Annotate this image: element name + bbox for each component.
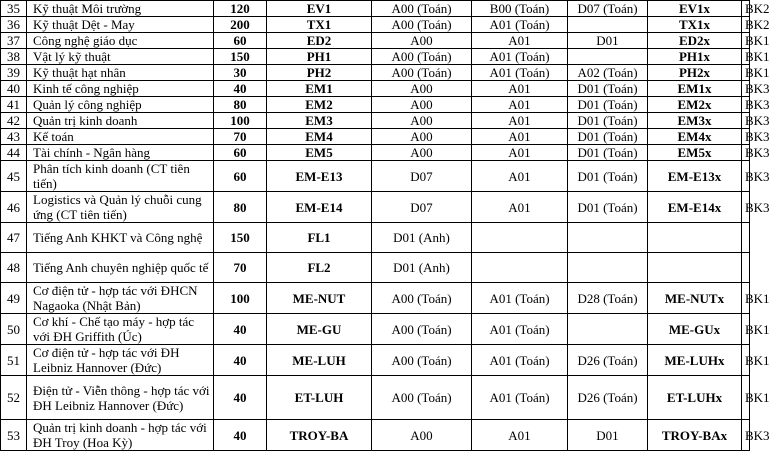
program-code: TROY-BA: [267, 420, 372, 451]
table-row: [1, 113, 750, 129]
subject-combo-1: D01 (Anh): [372, 223, 472, 253]
program-name: Quản lý công nghiệp: [27, 97, 214, 113]
table-row: [1, 376, 750, 420]
quota: 200: [214, 17, 267, 33]
subject-combo-3: D01 (Toán): [568, 161, 648, 192]
program-code: FL2: [267, 253, 372, 283]
program-name: Công nghệ giáo dục: [27, 33, 214, 49]
subject-combo-1: A00: [372, 145, 472, 161]
row-number: 36: [1, 17, 27, 33]
subject-combo-1: D07: [372, 161, 472, 192]
group-code: BK1: [742, 376, 750, 420]
quota: 40: [214, 314, 267, 345]
quota: 40: [214, 81, 267, 97]
subject-combo-1: A00 (Toán): [372, 283, 472, 314]
program-code: ED2: [267, 33, 372, 49]
subject-combo-2: A01: [472, 420, 568, 451]
program-code: PH2: [267, 65, 372, 81]
program-code-x: PH1x: [648, 49, 742, 65]
subject-combo-3: D01: [568, 33, 648, 49]
program-name: Quản trị kinh doanh - hợp tác với ĐH Troy (Hoa Kỳ): [27, 420, 214, 451]
group-code: BK3: [742, 161, 750, 192]
program-code-x: EM-E13x: [648, 161, 742, 192]
program-name: Cơ điện tử - hợp tác với ĐHCN Nagaoka (Nhật Bản): [27, 283, 214, 314]
program-code-x: EM3x: [648, 113, 742, 129]
program-name: Kinh tế công nghiệp: [27, 81, 214, 97]
quota: 100: [214, 113, 267, 129]
program-code-x: EM2x: [648, 97, 742, 113]
subject-combo-1: A00 (Toán): [372, 49, 472, 65]
program-name: Kỹ thuật Môi trường: [27, 1, 214, 17]
program-code: EM-E13: [267, 161, 372, 192]
program-name: Tài chính - Ngân hàng: [27, 145, 214, 161]
subject-combo-1: A00 (Toán): [372, 345, 472, 376]
group-code: BK3: [742, 81, 750, 97]
table-row: [1, 420, 750, 451]
subject-combo-3: [568, 17, 648, 33]
program-code: EV1: [267, 1, 372, 17]
subject-combo-3: D01 (Toán): [568, 192, 648, 223]
row-number: 45: [1, 161, 27, 192]
subject-combo-2: B00 (Toán): [472, 1, 568, 17]
program-code-x: ME-NUTx: [648, 283, 742, 314]
program-code-x: TROY-BAx: [648, 420, 742, 451]
program-code: EM3: [267, 113, 372, 129]
subject-combo-1: A00: [372, 113, 472, 129]
table-body: [1, 1, 770, 451]
subject-combo-3: [568, 49, 648, 65]
quota: 150: [214, 49, 267, 65]
subject-combo-3: D07 (Toán): [568, 1, 648, 17]
quota: 40: [214, 345, 267, 376]
quota: 60: [214, 161, 267, 192]
table-row: [1, 283, 750, 314]
row-number: 42: [1, 113, 27, 129]
group-code: BK3: [742, 192, 750, 223]
table-row: [1, 314, 750, 345]
quota: 40: [214, 420, 267, 451]
group-code: BK1: [742, 314, 750, 345]
group-code: BK2: [742, 1, 750, 17]
subject-combo-2: A01: [472, 161, 568, 192]
subject-combo-3: D26 (Toán): [568, 345, 648, 376]
row-number: 47: [1, 223, 27, 253]
subject-combo-2: A01: [472, 33, 568, 49]
subject-combo-3: [568, 253, 648, 283]
subject-combo-2: A01: [472, 113, 568, 129]
program-code: EM5: [267, 145, 372, 161]
quota: 40: [214, 376, 267, 420]
row-number: 50: [1, 314, 27, 345]
table-row: [1, 49, 750, 65]
program-code: EM4: [267, 129, 372, 145]
subject-combo-1: A00 (Toán): [372, 65, 472, 81]
quota: 30: [214, 65, 267, 81]
program-code-x: ET-LUHx: [648, 376, 742, 420]
program-name: Tiếng Anh KHKT và Công nghệ: [27, 223, 214, 253]
subject-combo-1: A00 (Toán): [372, 376, 472, 420]
subject-combo-3: D01 (Toán): [568, 97, 648, 113]
program-code-x: [648, 253, 742, 283]
program-code-x: EM4x: [648, 129, 742, 145]
program-code-x: EM-E14x: [648, 192, 742, 223]
program-code: EM2: [267, 97, 372, 113]
group-code: BK3: [742, 145, 750, 161]
program-name: Cơ điện tử - hợp tác với ĐH Leibniz Hannover (Đức): [27, 345, 214, 376]
table-row: [1, 223, 750, 253]
subject-combo-3: D26 (Toán): [568, 376, 648, 420]
subject-combo-3: D01 (Toán): [568, 145, 648, 161]
row-number: 48: [1, 253, 27, 283]
subject-combo-2: A01: [472, 192, 568, 223]
program-code: ME-GU: [267, 314, 372, 345]
subject-combo-3: D28 (Toán): [568, 283, 648, 314]
quota: 150: [214, 223, 267, 253]
group-code: BK3: [742, 129, 750, 145]
group-code: BK1: [742, 33, 750, 49]
row-number: 46: [1, 192, 27, 223]
subject-combo-1: D07: [372, 192, 472, 223]
table-row: [1, 192, 750, 223]
subject-combo-2: A01: [472, 145, 568, 161]
row-number: 37: [1, 33, 27, 49]
subject-combo-3: [568, 314, 648, 345]
subject-combo-1: A00: [372, 420, 472, 451]
subject-combo-3: D01: [568, 420, 648, 451]
group-code: BK1: [742, 283, 750, 314]
table-row: [1, 1, 750, 17]
quota: 70: [214, 129, 267, 145]
program-code: PH1: [267, 49, 372, 65]
program-name: Điện tử - Viễn thông - hợp tác với ĐH Leibniz Hannover (Đức): [27, 376, 214, 420]
program-name: Kế toán: [27, 129, 214, 145]
row-number: 38: [1, 49, 27, 65]
quota: 60: [214, 145, 267, 161]
program-code: ME-NUT: [267, 283, 372, 314]
row-number: 39: [1, 65, 27, 81]
program-code: EM-E14: [267, 192, 372, 223]
row-number: 52: [1, 376, 27, 420]
group-code: BK1: [742, 345, 750, 376]
subject-combo-2: A01: [472, 81, 568, 97]
subject-combo-2: A01 (Toán): [472, 345, 568, 376]
table-row: [1, 161, 750, 192]
group-code: BK3: [742, 113, 750, 129]
subject-combo-1: A00 (Toán): [372, 1, 472, 17]
group-code: [742, 223, 750, 253]
subject-combo-3: D01 (Toán): [568, 129, 648, 145]
table-row: [1, 33, 750, 49]
table-row: [1, 17, 750, 33]
program-name: Vật lý kỹ thuật: [27, 49, 214, 65]
program-name: Cơ khí - Chế tạo máy - hợp tác với ĐH Griffith (Úc): [27, 314, 214, 345]
program-name: Kỹ thuật Dệt - May: [27, 17, 214, 33]
program-name: Quản trị kinh doanh: [27, 113, 214, 129]
table-row: [1, 129, 750, 145]
subject-combo-1: A00: [372, 33, 472, 49]
program-code-x: ME-GUx: [648, 314, 742, 345]
subject-combo-2: A01 (Toán): [472, 49, 568, 65]
program-code-x: PH2x: [648, 65, 742, 81]
program-code: EM1: [267, 81, 372, 97]
row-number: 53: [1, 420, 27, 451]
row-number: 44: [1, 145, 27, 161]
subject-combo-3: D01 (Toán): [568, 113, 648, 129]
quota: 80: [214, 97, 267, 113]
table-row: [1, 145, 750, 161]
group-code: BK1: [742, 65, 750, 81]
subject-combo-2: A01 (Toán): [472, 314, 568, 345]
subject-combo-1: D01 (Anh): [372, 253, 472, 283]
subject-combo-1: A00 (Toán): [372, 17, 472, 33]
subject-combo-1: A00 (Toán): [372, 314, 472, 345]
group-code: BK1: [742, 49, 750, 65]
row-number: 41: [1, 97, 27, 113]
subject-combo-2: [472, 253, 568, 283]
row-number: 40: [1, 81, 27, 97]
program-code-x: ED2x: [648, 33, 742, 49]
row-number: 51: [1, 345, 27, 376]
program-code-x: EV1x: [648, 1, 742, 17]
subject-combo-3: D01 (Toán): [568, 81, 648, 97]
subject-combo-2: A01: [472, 97, 568, 113]
quota: 80: [214, 192, 267, 223]
subject-combo-2: A01 (Toán): [472, 17, 568, 33]
quota: 100: [214, 283, 267, 314]
program-name: Tiếng Anh chuyên nghiệp quốc tế: [27, 253, 214, 283]
subject-combo-1: A00: [372, 97, 472, 113]
row-number: 49: [1, 283, 27, 314]
program-name: Kỹ thuật hạt nhân: [27, 65, 214, 81]
subject-combo-2: A01 (Toán): [472, 376, 568, 420]
program-code: ME-LUH: [267, 345, 372, 376]
row-number: 35: [1, 1, 27, 17]
table-row: [1, 345, 750, 376]
group-code: BK3: [742, 420, 750, 451]
group-code: [742, 253, 750, 283]
subject-combo-1: A00: [372, 81, 472, 97]
table-row: [1, 253, 750, 283]
table-row: [1, 97, 750, 113]
group-code: BK3: [742, 97, 750, 113]
subject-combo-2: [472, 223, 568, 253]
table-row: [1, 65, 750, 81]
program-code-x: EM5x: [648, 145, 742, 161]
subject-combo-2: A01 (Toán): [472, 283, 568, 314]
quota: 70: [214, 253, 267, 283]
group-code: BK2: [742, 17, 750, 33]
row-number: 43: [1, 129, 27, 145]
program-code: FL1: [267, 223, 372, 253]
quota: 60: [214, 33, 267, 49]
subject-combo-3: [568, 223, 648, 253]
program-code-x: TX1x: [648, 17, 742, 33]
program-code: ET-LUH: [267, 376, 372, 420]
table-row: [1, 81, 750, 97]
subject-combo-2: A01: [472, 129, 568, 145]
subject-combo-2: A01 (Toán): [472, 65, 568, 81]
program-code: TX1: [267, 17, 372, 33]
subject-combo-1: A00: [372, 129, 472, 145]
quota: 120: [214, 1, 267, 17]
program-name: Phân tích kinh doanh (CT tiên tiến): [27, 161, 214, 192]
program-name: Logistics và Quản lý chuỗi cung ứng (CT tiên tiến): [27, 192, 214, 223]
program-code-x: ME-LUHx: [648, 345, 742, 376]
program-code-x: EM1x: [648, 81, 742, 97]
subject-combo-3: A02 (Toán): [568, 65, 648, 81]
program-code-x: [648, 223, 742, 253]
